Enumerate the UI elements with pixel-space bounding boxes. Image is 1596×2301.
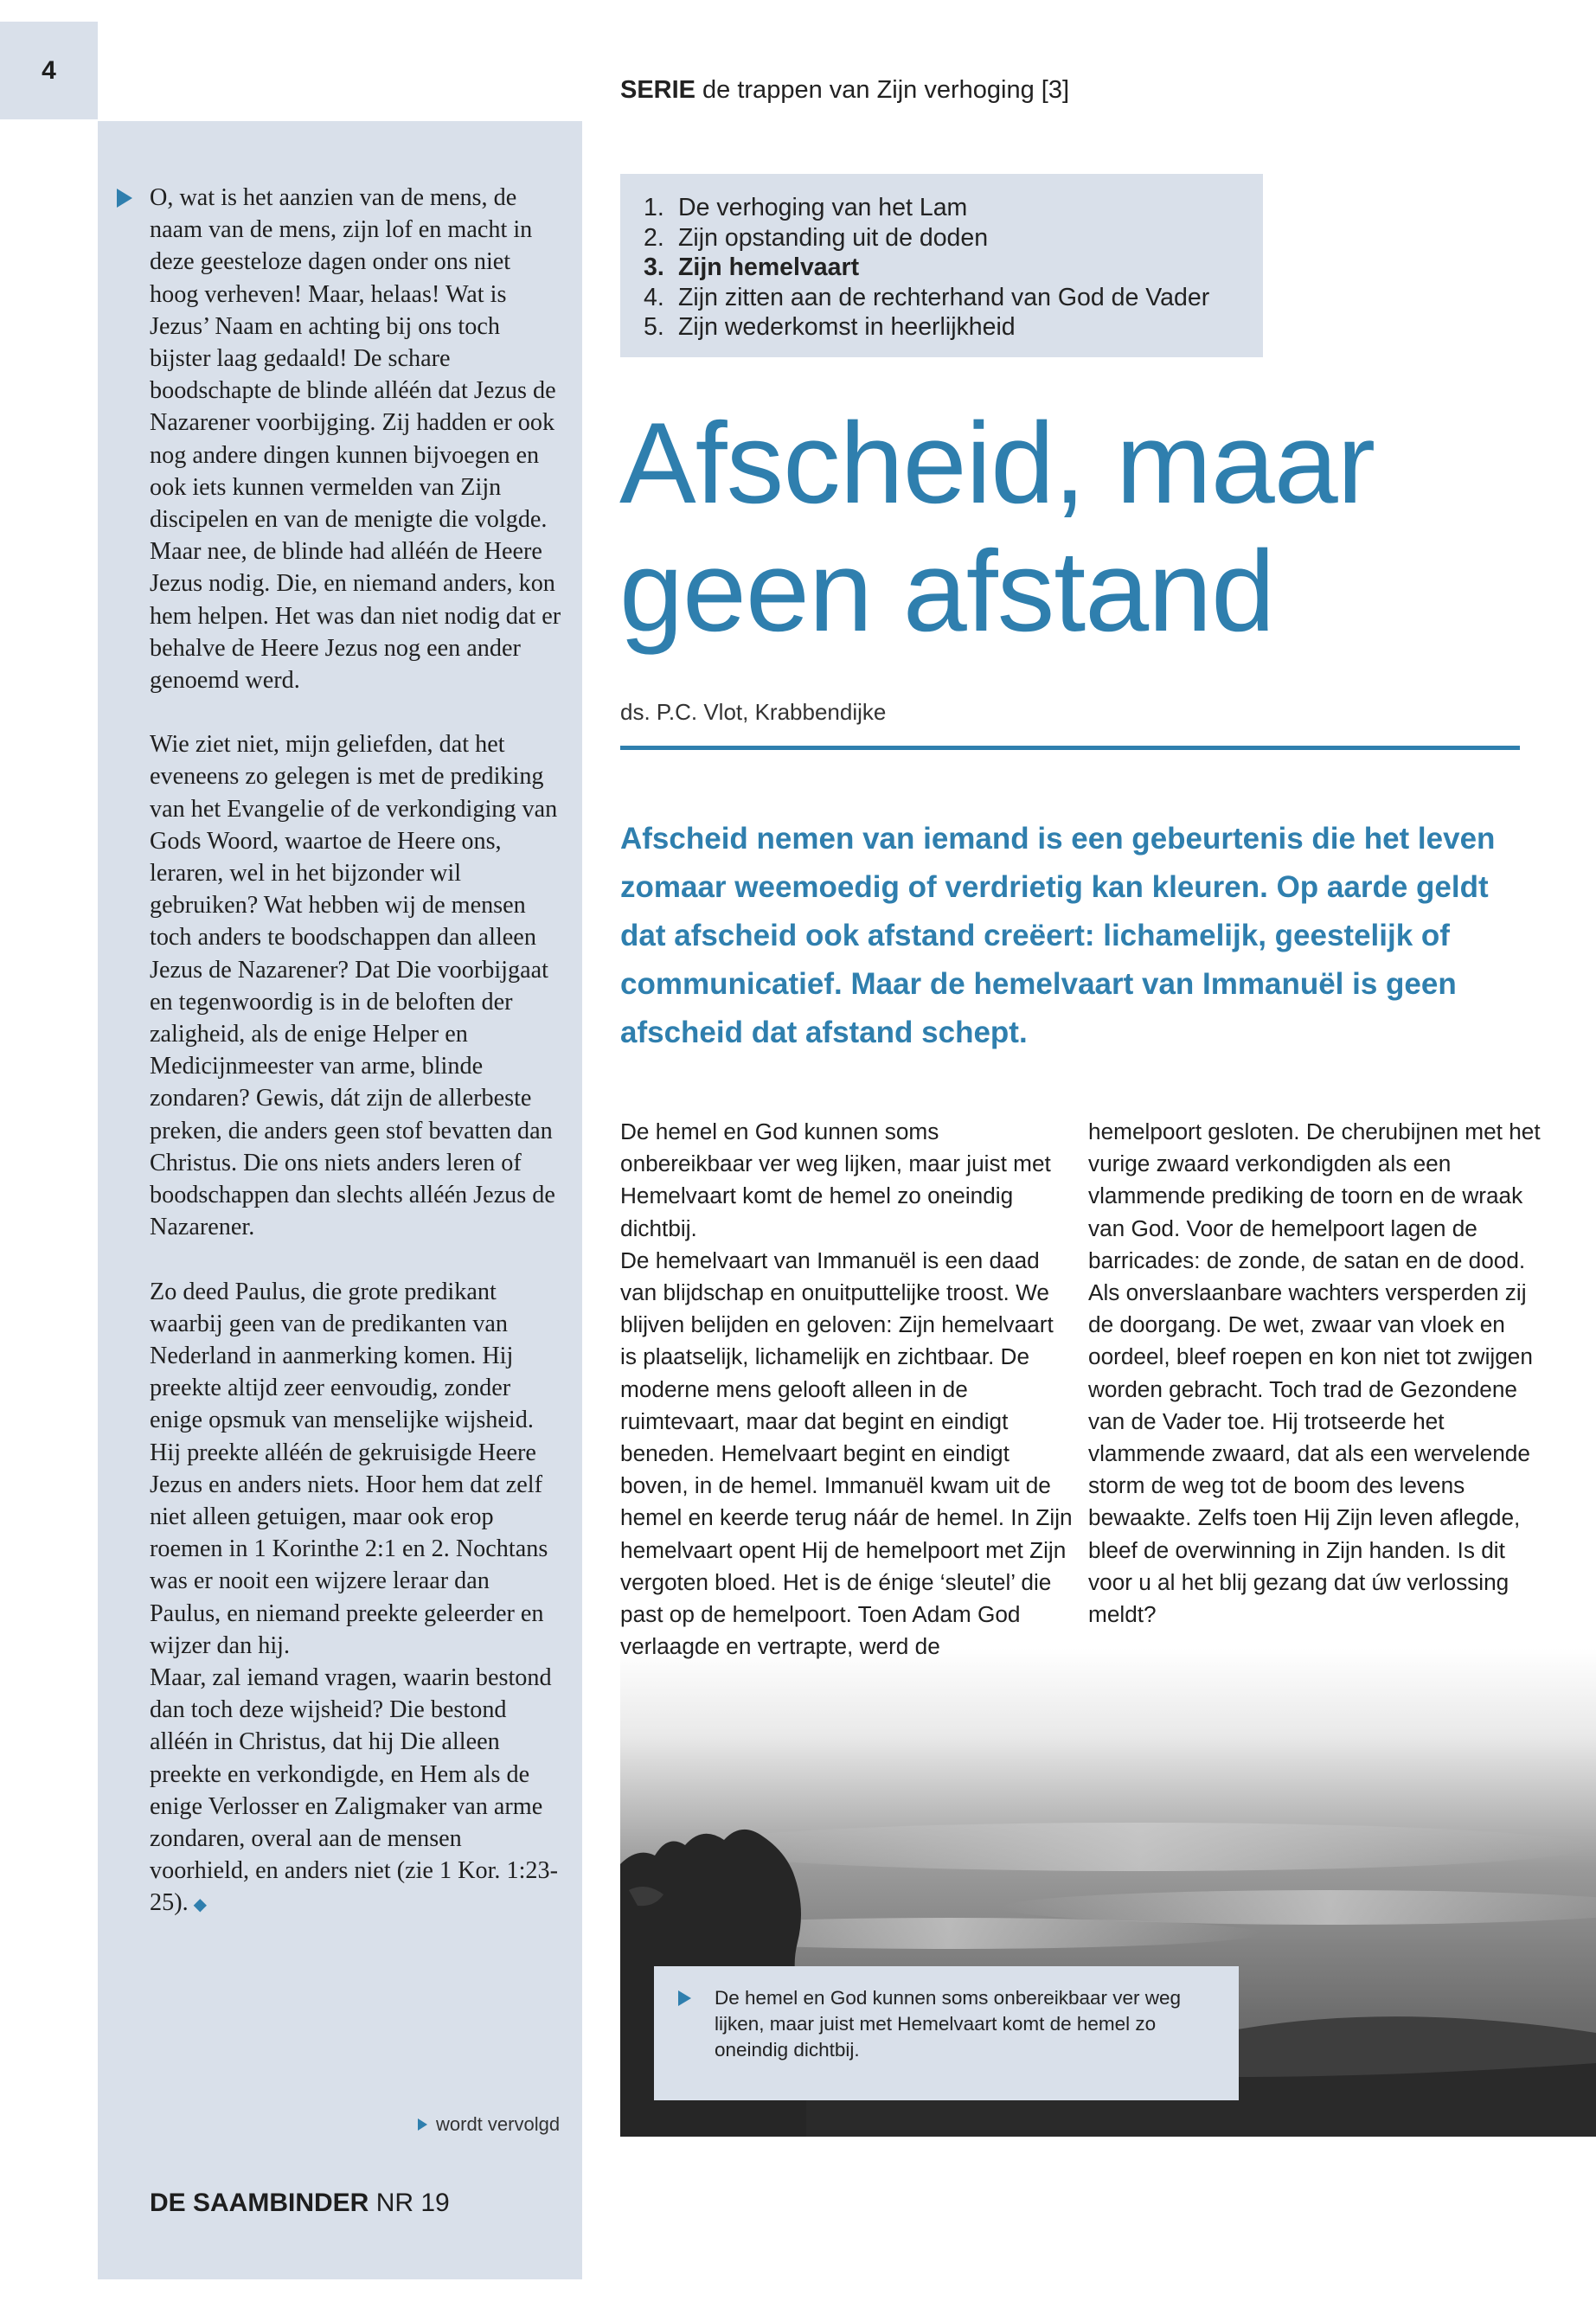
sidebar-paragraph: O, wat is het aanzien van de mens, de naam van de mens, zijn lof en macht in deze geesteloze dagen onder ons niet hoog verheven! Maar, helaas! Wat is Jezus’ Naam en achting bij ons toch bijster laag gedaald! De schare boodschapte de blinde alléén dat Jezus de Nazarener voorbijging. Zij hadden er ook nog andere dingen kunnen bijvoegen en ook iets kunnen vermelden van Zijn discipelen en van de menigte die volgde. Maar nee, de blinde had alléén de Heere Jezus nodig. Die, en niemand anders, kon hem helpen. Het was dan niet nodig dat er behalve de Heere Jezus nog een ander genoemd werd.	[150, 184, 561, 695]
sidebar-marker-icon	[117, 189, 132, 208]
sidebar-paragraph-text: Maar, zal iemand vragen, waarin bestond dan toch deze wijsheid? Die bestond alléén in Christus, dat hij Die alleen preekte en verkondigde, en Hem als de enige Verlosser en Zaligmaker van arme zondaren, overal aan de mensen voorhield, en anders niet (zie 1 Kor. 1:23-25).	[150, 1663, 559, 1917]
lead-paragraph: Afscheid nemen van iemand is een gebeurtenis die het leven zomaar weemoedig of verdrietig kan kleuren. Op aarde geldt dat afscheid ook afstand creëert: lichamelijk, geestelijk of communicatief. Maar de hemelvaart van Immanuël is geen afscheid dat afstand schept.	[620, 822, 1496, 1049]
body-column-1	[620, 1116, 1074, 1663]
photo-caption	[654, 1966, 1239, 2100]
body-paragraph: hemelpoort gesloten. De cherubijnen met het vurige zwaard verkondigden als een vlammende prediking de toorn en de wraak van God. Voor de hemelpoort lagen de barricades: de zonde, de satan en de dood.	[1088, 1118, 1541, 1273]
sidebar-paragraph-last	[150, 1662, 565, 1922]
series-label: SERIE	[620, 76, 696, 104]
sidebar-column	[98, 121, 582, 2279]
triangle-right-icon	[418, 2118, 427, 2131]
series-item: 4. Zijn zitten aan de rechterhand van God de Vader	[644, 283, 1210, 311]
body-column-2	[1088, 1116, 1542, 1631]
series-item-active: 3. Zijn hemelvaart	[644, 253, 860, 281]
series-list-box	[620, 174, 1263, 357]
sidebar-paragraph: Zo deed Paulus, die grote predikant waarbij geen van de predikanten van Nederland in aanmerking komen. Hij preekte altijd zeer eenvoudig, zonder enige opsmuk van menselijke wijsheid. Hij preekte alléén de gekruisigde Heere Jezus en anders niets. Hoor hem dat zelf niet alleen getuigen, maar ook erop roemen in 1 Korinthe 2:1 en 2. Nochtans was er nooit een wijzere leraar dan Paulus, en niemand preekte geleerder en wijzer dan hij.	[150, 1278, 548, 1659]
continued-note	[418, 2113, 560, 2136]
series-item: 5. Zijn wederkomst in heerlijkheid	[644, 313, 1016, 341]
series-title: de trappen van Zijn verhoging [3]	[702, 76, 1070, 104]
sidebar-paragraph: Wie ziet niet, mijn geliefden, dat het eveneens zo gelegen is met de prediking van het Evangelie of de verkondiging van Gods Woord, waartoe de Heere ons, leraren, wel in het bijzonder wil gebruiken? Wat hebben wij de mensen toch anders te boodschappen dan alleen Jezus de Nazarener? Dat Die voorbijgaat en tegenwoordig is in de beloften der zaligheid, als de enige Helper en Medicijnmeester van arme, blinde zondaren? Gewis, dát zijn de allerbeste preken, die anders geen stof bevatten dan Christus. Die ons niets anders leren of boodschappen dan slechts alléén Jezus de Nazarener.	[150, 731, 558, 1241]
continued-text: wordt vervolgd	[436, 2113, 561, 2135]
title-line-2: geen afstand	[619, 528, 1275, 656]
magazine-name: DE SAAMBINDER	[150, 2189, 369, 2217]
series-item: 2. Zijn opstanding uit de doden	[644, 223, 989, 252]
series-item: 1. De verhoging van het Lam	[644, 194, 968, 221]
body-paragraph: De hemelvaart van Immanuël is een daad van blijdschap en onuitputtelijke troost. We blijven belijden en geloven: Zijn hemelvaart is plaatselijk, lichamelijk en zichtbaar. De moderne mens gelooft alleen in de ruimtevaart, maar dat begint en eindigt beneden. Hemelvaart begint en eindigt boven, in de hemel. Immanuël kwam uit de hemel en keerde terug náár de hemel. In Zijn hemelvaart opent Hij de hemelpoort met Zijn vergoten bloed. Het is de énige ‘sleutel’ die past op de hemelpoort. Toen Adam God verlaagde en vertrapte, werd de	[620, 1247, 1073, 1660]
title-line-1: Afscheid, maar	[619, 400, 1375, 528]
body-paragraph: Als onverslaanbare wachters versperden zij de doorgang. De wet, zwaar van vloek en oordeel, bleef roepen en kon niet tot zwijgen worden gebracht. Toch trad de Gezondene van de Vader toe. Hij trotseerde het vlammende zwaard, dat als een wervelende storm de weg tot de boom des levens bewaakte. Zelfs toen Hij Zijn leven aflegde, bleef de overwinning in Zijn handen. Is dit voor u al het blij gezang dat úw verlossing meldt?	[1088, 1279, 1533, 1628]
end-mark-icon: ◆	[193, 1895, 208, 1915]
magazine-footer	[150, 2189, 450, 2218]
series-header	[620, 76, 1069, 105]
page-number	[0, 22, 98, 119]
title-divider	[620, 746, 1520, 750]
issue-number: NR 19	[375, 2189, 450, 2217]
author-byline: ds. P.C. Vlot, Krabbendijke	[620, 699, 887, 725]
page-number-text: 4	[42, 55, 56, 85]
series-list	[644, 193, 1263, 343]
caption-text: De hemel en God kunnen soms onbereikbaar ver weg lijken, maar juist met Hemelvaart komt de hemel zo oneindig dichtbij.	[715, 1987, 1182, 2061]
sidebar-text	[150, 182, 565, 1922]
article-title	[619, 400, 1571, 656]
body-paragraph: De hemel en God kunnen soms onbereikbaar ver weg lijken, maar juist met Hemelvaart komt de hemel zo oneindig dichtbij.	[620, 1118, 1051, 1241]
triangle-right-icon	[678, 1990, 691, 2006]
